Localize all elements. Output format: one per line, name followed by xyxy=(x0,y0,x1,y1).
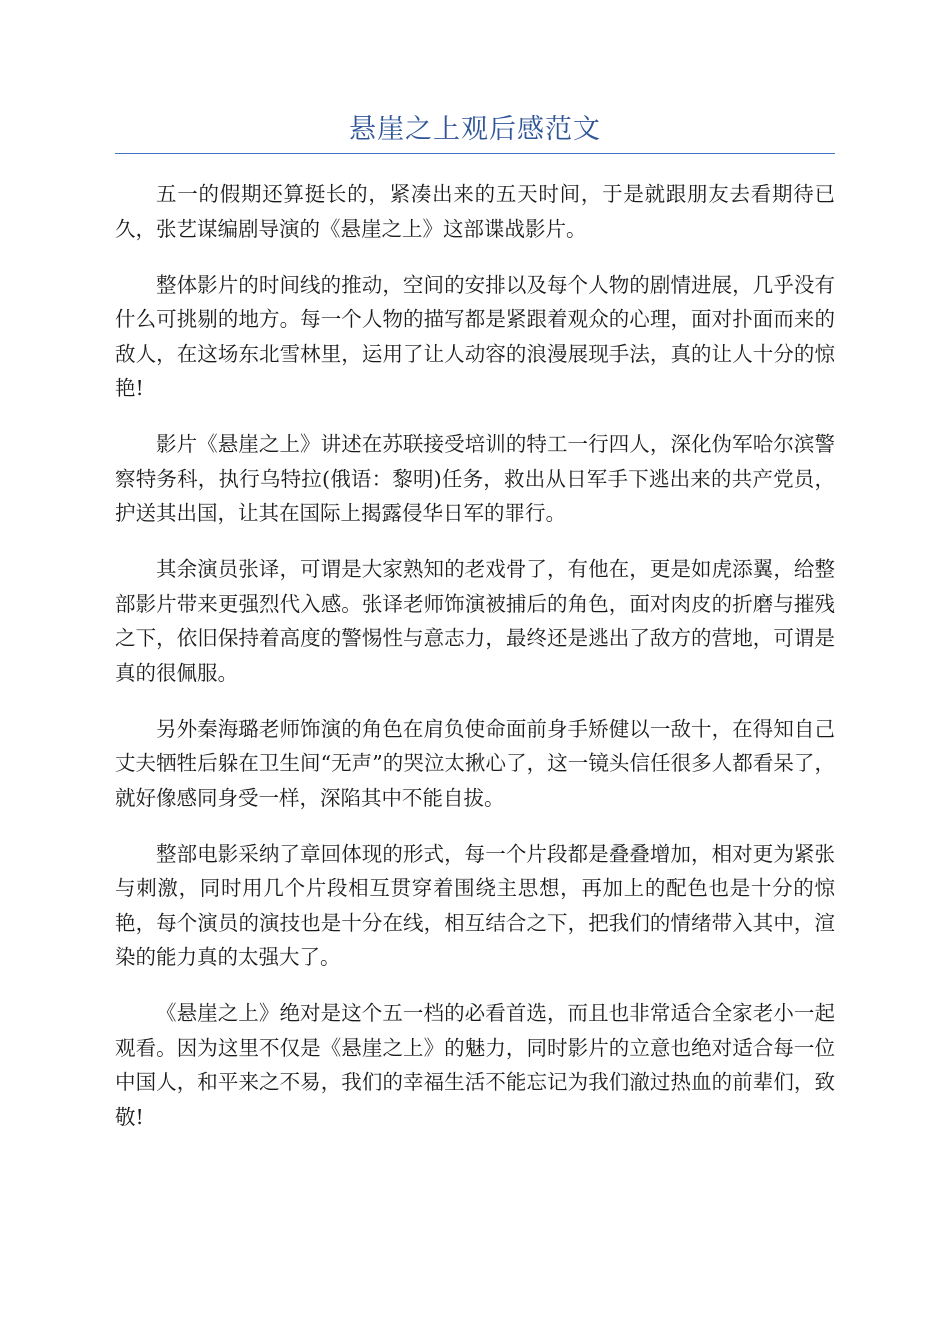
paragraph: 另外秦海璐老师饰演的角色在肩负使命面前身手矫健以一敌十，在得知自己丈夫牺牲后躲在卫生间“无声”的哭泣太揪心了，这一镜头信任很多人都看呆了，就好像感同身受一样，深陷其中不能自拔。 xyxy=(115,716,835,810)
document-title: 悬崖之上观后感范文 xyxy=(349,114,601,145)
paragraph: 整部电影采纳了章回体现的形式，每一个片段都是叠叠增加，相对更为紧张与刺激，同时用几个片段相互贯穿着围绕主思想，再加上的配色也是十分的惊艳，每个演员的演技也是十分在线，相互结合之下，把我们的情绪带入其中，渲染的能力真的太强大了。 xyxy=(115,841,835,969)
paragraph: 其余演员张译，可谓是大家熟知的老戏骨了，有他在，更是如虎添翼，给整部影片带来更强烈代入感。张译老师饰演被捕后的角色，面对肉皮的折磨与摧残之下，依旧保持着高度的警惕性与意志力，最终还是逃出了敌方的营地，可谓是真的很佩服。 xyxy=(115,557,835,685)
paragraph: 五一的假期还算挺长的，紧凑出来的五天时间，于是就跟朋友去看期待已久，张艺谋编剧导演的《悬崖之上》这部谍战影片。 xyxy=(115,182,835,241)
paragraph: 整体影片的时间线的推动，空间的安排以及每个人物的剧情进展，几乎没有什么可挑剔的地方。每一个人物的描写都是紧跟着观众的心理，面对扑面而来的敌人，在这场东北雪林里，运用了让人动容的浪漫展现手法，真的让人十分的惊艳! xyxy=(115,272,835,400)
paragraph: 《悬崖之上》绝对是这个五一档的必看首选，而且也非常适合全家老小一起观看。因为这里不仅是《悬崖之上》的魅力，同时影片的立意也绝对适合每一位中国人，和平来之不易，我们的幸福生活不能忘记为我们澈过热血的前辈们，致敬! xyxy=(115,1001,835,1129)
paragraph: 影片《悬崖之上》讲述在苏联接受培训的特工一行四人，深化伪军哈尔滨警察特务科，执行乌特拉(俄语：黎明)任务，救出从日军手下逃出来的共产党员，护送其出国，让其在国际上揭露侵华日军的罪行。 xyxy=(115,432,835,525)
document-body xyxy=(115,177,835,1156)
title-underline xyxy=(115,153,835,154)
